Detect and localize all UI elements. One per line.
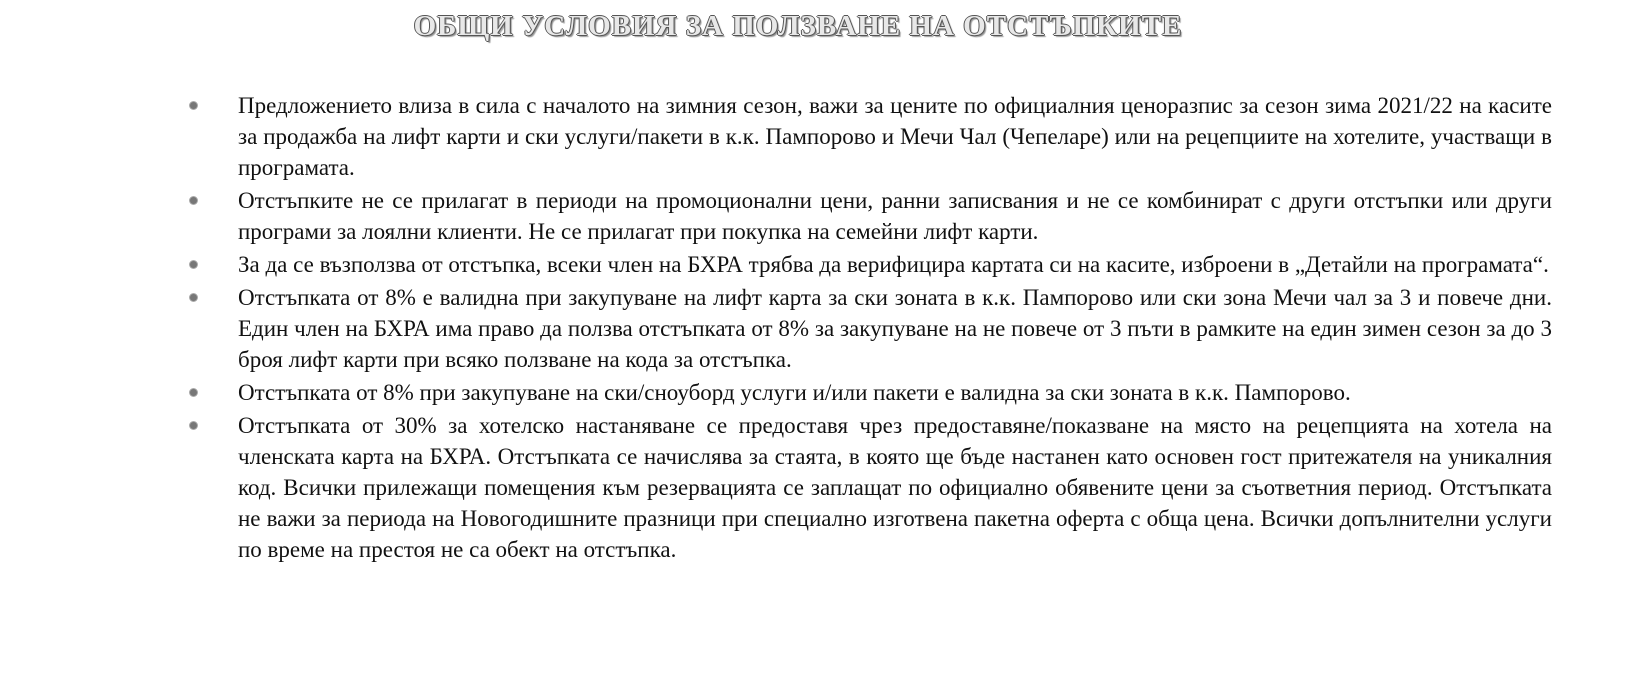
list-item-text: Отстъпката от 30% за хотелско настаняване се предоставя чрез предоставяне/показване на място на рецепцията на хотела на членската карта на БХРА. Отстъпката се начислява за стаята, в която ще бъде настанен като основен гост притежателя на уникалния код. Всички прилежащи помещения към резервацията се заплащат по официално обявените цени за съответния период. Отстъпката не важи за периода на Новогодишните празници при специално изготвена пакетна оферта с обща цена. Всички допълнителни услуги по време на престоя не са обект на отстъпка.: [238, 413, 1552, 562]
list-item: [190, 249, 1552, 280]
bullet-icon: [190, 294, 197, 301]
list-item-text: За да се възползва от отстъпка, всеки член на БХРА трябва да верифицира картата си на касите, изброени в „Детайли на програмата“.: [238, 252, 1549, 277]
list-item: [190, 282, 1552, 375]
list-item: [190, 410, 1552, 565]
list-item: [190, 185, 1552, 247]
terms-list: [190, 90, 1552, 567]
bullet-icon: [190, 261, 197, 268]
bullet-icon: [190, 102, 197, 109]
list-item-text: Отстъпката от 8% е валидна при закупуване на лифт карта за ски зоната в к.к. Пампорово или ски зона Мечи чал за 3 и повече дни. Един член на БХРА има право да ползва отстъпката от 8% за закупуване на не повече от 3 пъти в рамките на един зимен сезон за до 3 броя лифт карти при всяко ползване на кода за отстъпка.: [238, 285, 1552, 372]
list-item-text: Отстъпките не се прилагат в периоди на промоционални цени, ранни записвания и не се комбинират с други отстъпки или други програми за лоялни клиенти. Не се прилагат при покупка на семейни лифт карти.: [238, 188, 1552, 244]
document-title: ОБЩИ УСЛОВИЯ ЗА ПОЛЗВАНЕ НА ОТСТЪПКИТЕ: [413, 10, 1183, 42]
list-item-text: Предложението влиза в сила с началото на зимния сезон, важи за цените по официалния ценоразпис за сезон зима 2021/22 на касите за продажба на лифт карти и ски услуги/пакети в к.к. Пампорово и Мечи Чал (Чепеларе) или на рецепциите на хотелите, участващи в програмата.: [238, 93, 1552, 180]
bullet-icon: [190, 389, 197, 396]
list-item: [190, 377, 1552, 408]
bullet-icon: [190, 422, 197, 429]
list-item: [190, 90, 1552, 183]
bullet-icon: [190, 197, 197, 204]
list-item-text: Отстъпката от 8% при закупуване на ски/сноуборд услуги и/или пакети е валидна за ски зоната в к.к. Пампорово.: [238, 380, 1351, 405]
